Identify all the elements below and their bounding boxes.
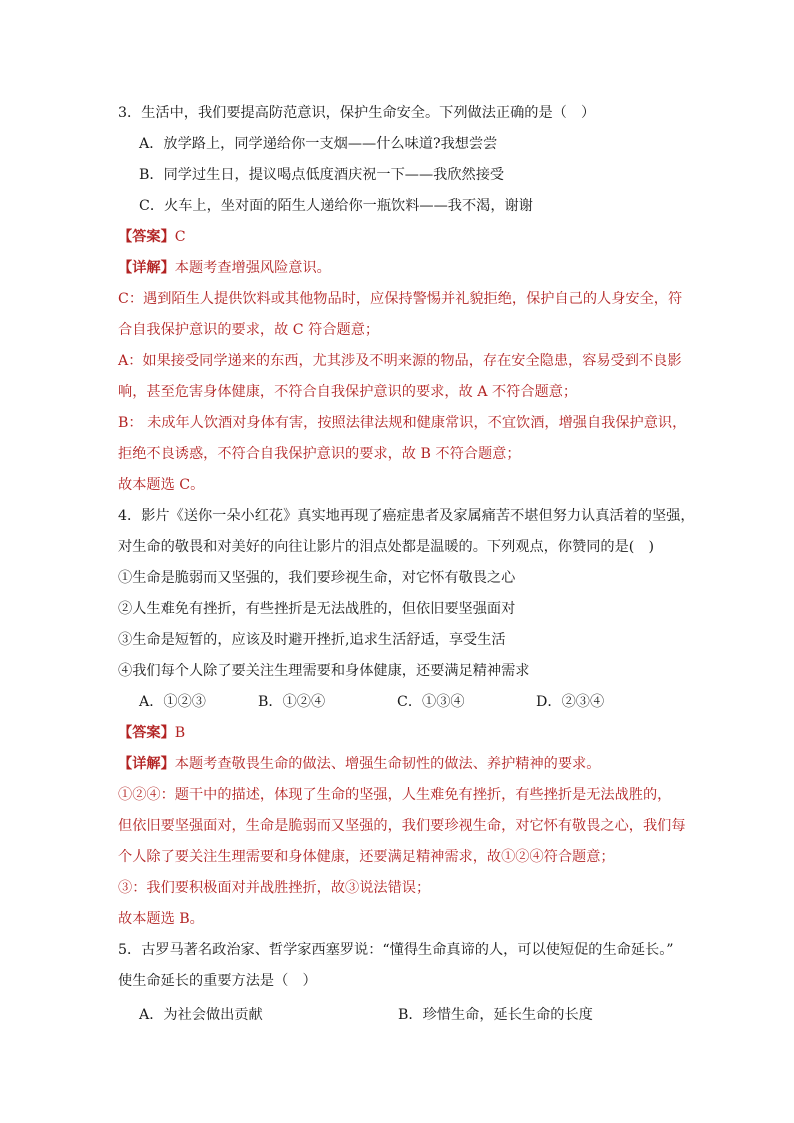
q4-statement-3: ③生命是短暂的，应该及时避开挫折,追求生活舒适，享受生活: [118, 632, 506, 648]
q5-stem-2: 使生命延长的重要方法是（ ）: [118, 973, 317, 989]
q3-option-c: C．火车上，坐对面的陌生人递给你一瓶饮料——我不渴，谢谢: [139, 198, 533, 214]
q4-explain-4: ③：我们要积极面对并战胜挫折，故③说法错误；: [118, 880, 431, 896]
q4-statement-1: ①生命是脆弱而又坚强的，我们要珍视生命，对它怀有敬畏之心: [118, 570, 516, 586]
q4-statement-2: ②人生难免有挫折，有些挫折是无法战胜的，但依旧要坚强面对: [118, 601, 516, 617]
q5-option-b: B．珍惜生命，延长生命的长度: [398, 1007, 593, 1023]
q3-a-explain-2: 响，甚至危害身体健康，不符合自我保护意识的要求，故 A 不符合题意；: [118, 384, 578, 400]
q3-detail: [118, 258, 331, 278]
detail-tag: 【详解】: [118, 260, 175, 276]
q4-detail: [118, 754, 600, 774]
q3-b-explain-2: 拒绝不良诱惑，不符合自我保护意识的要求，故 B 不符合题意；: [118, 446, 521, 462]
q4-stem-2: 对生命的敬畏和对美好的向往让影片的泪点处都是温暖的。下列观点，你赞同的是( ): [118, 539, 655, 555]
q4-answer: [118, 723, 185, 743]
detail-tag: 【详解】: [118, 756, 175, 772]
q3-conclusion: 故本题选 C。: [118, 477, 205, 493]
q3-c-explain-2: 合自我保护意识的要求，故 C 符合题意；: [118, 322, 380, 338]
answer-tag: 【答案】: [118, 725, 175, 741]
q4-conclusion: 故本题选 B。: [118, 911, 204, 927]
q3-answer: [118, 227, 186, 247]
answer-value: C: [174, 229, 186, 245]
q4-statement-4: ④我们每个人除了要关注生理需要和身体健康，还要满足精神需求: [118, 663, 530, 679]
answer-tag: 【答案】: [118, 229, 175, 245]
q4-option-c: C．①③④: [397, 694, 465, 710]
detail-intro: 本题考查增强风险意识。: [174, 260, 331, 276]
q3-option-a: A．放学路上，同学递给你一支烟——什么味道?我想尝尝: [139, 136, 498, 152]
q4-option-a: A．①②③: [139, 694, 206, 710]
q3-c-explain-1: C：遇到陌生人提供饮料或其他物品时，应保持警惕并礼貌拒绝，保护自己的人身安全，符: [118, 291, 683, 307]
q3-a-explain-1: A：如果接受同学递来的东西，尤其涉及不明来源的物品，存在安全隐患，容易受到不良影: [118, 353, 682, 369]
q4-option-b: B．①②④: [258, 694, 326, 710]
q3-stem: 3．生活中，我们要提高防范意识，保护生命安全。下列做法正确的是（ ）: [118, 105, 596, 121]
q4-stem-1: 4．影片《送你一朵小红花》真实地再现了癌症患者及家属痛苦不堪但努力认真活着的坚强，: [118, 508, 695, 524]
q3-b-explain-1: B： 未成年人饮酒对身体有害，按照法律法规和健康常识，不宜饮酒，增强自我保护意识，: [118, 415, 687, 431]
q4-explain-3: 个人除了要关注生理需要和身体健康，还要满足精神需求，故①②④符合题意；: [118, 849, 615, 865]
q4-option-d: D．②③④: [536, 694, 605, 710]
q5-option-a: A．为社会做出贡献: [139, 1007, 263, 1023]
q4-explain-2: 但依旧要坚强面对，生命是脆弱而又坚强的，我们要珍视生命，对它怀有敬畏之心，我们每: [118, 818, 686, 834]
q4-explain-1: ①②④：题干中的描述，体现了生命的坚强，人生难免有挫折，有些挫折是无法战胜的，: [118, 787, 672, 803]
detail-intro: 本题考查敬畏生命的做法、增强生命韧性的做法、养护精神的要求。: [174, 756, 601, 772]
q3-option-b: B．同学过生日，提议喝点低度酒庆祝一下——我欣然接受: [139, 167, 505, 183]
q5-stem-1: 5．古罗马著名政治家、哲学家西塞罗说：“懂得生命真谛的人，可以使短促的生命延长。”: [118, 942, 674, 958]
answer-value: B: [174, 725, 186, 741]
